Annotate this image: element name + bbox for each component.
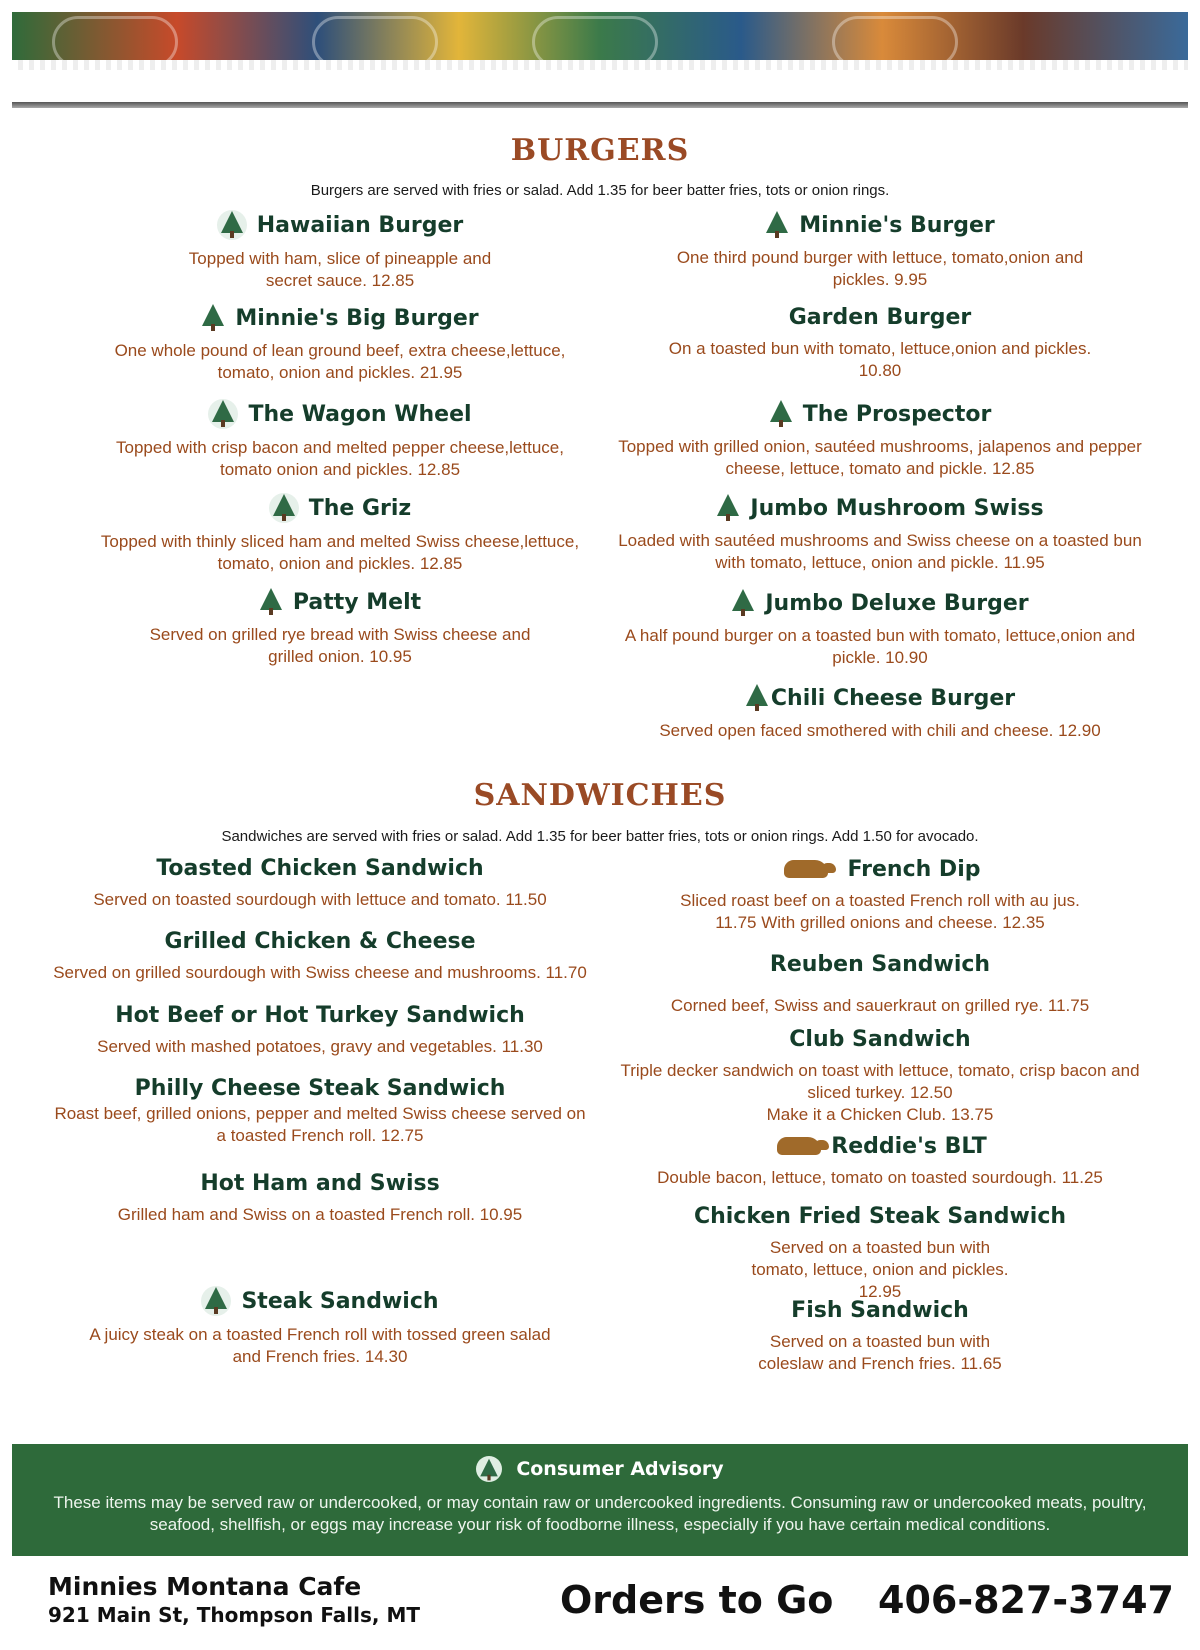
item-name: Hot Beef or Hot Turkey Sandwich <box>115 1003 525 1028</box>
burgers-note: Burgers are served with fries or salad. Add 1.35 for beer batter fries, tots or onion rings. <box>310 182 890 199</box>
item-name: French Dip <box>847 856 981 882</box>
tree-icon <box>765 211 789 239</box>
item-name: Fish Sandwich <box>791 1298 969 1323</box>
item-desc: Topped with grilled onion, sautéed mushrooms, jalapenos and pepper cheese, lettuce, tomato and pickle. 12.85 <box>618 437 1142 478</box>
menu-item-steak-sandwich <box>40 1286 600 1368</box>
item-name: Patty Melt <box>292 589 422 615</box>
item-name: Garden Burger <box>788 305 972 330</box>
menu-item-reuben-sandwich <box>610 952 1150 1017</box>
item-desc: One third pound burger with lettuce, tomato,onion and pickles. 9.95 <box>676 248 1084 289</box>
item-name: Hawaiian Burger <box>256 212 464 238</box>
bear-icon <box>780 856 838 882</box>
item-desc: Served on a toasted bun with coleslaw and French fries. 11.65 <box>758 1332 1002 1373</box>
item-desc: Loaded with sautéed mushrooms and Swiss cheese on a toasted bun with tomato, lettuce, onion and pickle. 11.95 <box>618 531 1142 572</box>
item-name: Reddie's BLT <box>831 1133 987 1159</box>
advisory-heading <box>12 1456 1188 1482</box>
item-desc: A half pound burger on a toasted bun with tomato, lettuce,onion and pickle. 10.90 <box>624 626 1136 667</box>
item-name: Chili Cheese Burger <box>770 685 1016 711</box>
item-desc: Topped with ham, slice of pineapple and secret sauce. 12.85 <box>188 249 492 290</box>
item-name: Minnie's Burger <box>799 212 995 238</box>
item-desc: Served open faced smothered with chili and cheese. 12.90 <box>659 721 1101 740</box>
header-rule <box>12 102 1188 108</box>
item-desc: Topped with crisp bacon and melted pepper cheese,lettuce, tomato onion and pickles. 12.85 <box>116 438 564 479</box>
menu-item-the-prospector <box>610 400 1150 480</box>
tree-icon <box>201 304 225 332</box>
item-desc: Served with mashed potatoes, gravy and vegetables. 11.30 <box>97 1037 543 1056</box>
menu-item-the-griz <box>60 493 620 575</box>
item-desc: Topped with thinly sliced ham and melted Swiss cheese,lettuce, tomato, onion and pickles. 12.85 <box>100 532 580 573</box>
tree-icon <box>731 589 755 617</box>
advisory-title: Consumer Advisory <box>516 1458 724 1480</box>
menu-item-club-sandwich <box>610 1027 1150 1126</box>
item-desc: Grilled ham and Swiss on a toasted French roll. 10.95 <box>117 1205 523 1224</box>
menu-item-hawaiian-burger <box>60 210 620 292</box>
menu-item-grilled-chicken-cheese <box>40 929 600 984</box>
item-desc: Served on toasted sourdough with lettuce and tomato. 11.50 <box>93 890 547 909</box>
item-desc: A juicy steak on a toasted French roll with tossed green salad and French fries. 14.30 <box>89 1325 551 1366</box>
item-desc: On a toasted bun with tomato, lettuce,onion and pickles. 10.80 <box>668 339 1092 380</box>
banner-torn-edge <box>12 60 1188 70</box>
menu-item-garden-burger <box>610 305 1150 382</box>
item-name: The Prospector <box>802 401 992 427</box>
phone-number[interactable]: 406-827-3747 <box>878 1578 1174 1622</box>
item-name: Minnie's Big Burger <box>235 305 479 331</box>
advisory-text: These items may be served raw or undercooked, or may contain raw or undercooked ingredients. Consuming raw or undercooked meats, poultry, seafood, shellfish, or eggs may increase your risk of foodborne illness, especially if you have certain medical conditions. <box>53 1493 1147 1534</box>
menu-item-toasted-chicken-sandwich <box>40 856 600 911</box>
menu-item-minnies-big-burger <box>60 304 620 384</box>
item-name: Philly Cheese Steak Sandwich <box>134 1076 506 1101</box>
bear-icon <box>773 1133 831 1159</box>
item-desc: Double bacon, lettuce, tomato on toasted sourdough. 11.25 <box>657 1168 1103 1187</box>
menu-item-minnies-burger <box>610 211 1150 291</box>
tree-icon <box>259 588 283 616</box>
item-desc: Served on grilled rye bread with Swiss cheese and grilled onion. 10.95 <box>149 625 531 666</box>
sandwiches-note: Sandwiches are served with fries or salad. Add 1.35 for beer batter fries, tots or onion rings. Add 1.50 for avocado. <box>221 828 979 845</box>
item-name: Chicken Fried Steak Sandwich <box>693 1204 1067 1229</box>
orders-to-go: Orders to Go <box>560 1578 834 1622</box>
item-name: The Griz <box>308 495 412 521</box>
tree-icon <box>217 210 247 240</box>
menu-item-philly-cheese-steak-sandwich <box>40 1076 600 1147</box>
tree-icon <box>208 399 238 429</box>
tree-icon <box>769 400 793 428</box>
menu-item-reddies-blt <box>610 1133 1150 1189</box>
burgers-title: BURGERS <box>510 133 690 168</box>
restaurant-name: Minnies Montana Cafe <box>48 1572 362 1601</box>
menu-item-patty-melt <box>60 588 620 668</box>
item-name: Club Sandwich <box>789 1027 971 1052</box>
menu-item-chicken-fried-steak-sandwich <box>610 1204 1150 1303</box>
item-name: Toasted Chicken Sandwich <box>156 856 484 881</box>
menu-item-hot-ham-and-swiss <box>40 1171 600 1226</box>
menu-item-jumbo-mushroom-swiss <box>610 494 1150 574</box>
item-name: Grilled Chicken & Cheese <box>164 929 476 954</box>
item-name: Steak Sandwich <box>241 1288 439 1314</box>
tree-icon <box>716 494 740 522</box>
tree-icon <box>476 1456 502 1482</box>
sandwiches-title: SANDWICHES <box>473 778 727 813</box>
item-name: The Wagon Wheel <box>248 401 472 427</box>
item-name: Jumbo Mushroom Swiss <box>750 495 1044 521</box>
item-desc-extra: Make it a Chicken Club. 13.75 <box>766 1105 994 1124</box>
item-desc: Served on a toasted bun with tomato, lettuce, onion and pickles. 12.95 <box>751 1238 1009 1301</box>
tree-icon <box>745 684 769 712</box>
menu-item-hot-beef-or-hot-turkey-sandwich <box>40 1003 600 1058</box>
item-desc: One whole pound of lean ground beef, extra cheese,lettuce, tomato, onion and pickles. 21.95 <box>114 341 566 382</box>
menu-item-the-wagon-wheel <box>60 399 620 481</box>
menu-item-chili-cheese-burger <box>610 684 1150 742</box>
item-name: Reuben Sandwich <box>769 952 991 977</box>
item-desc: Sliced roast beef on a toasted French roll with au jus. 11.75 With grilled onions and cheese. 12.35 <box>680 891 1080 932</box>
restaurant-address: 921 Main St, Thompson Falls, MT <box>48 1603 421 1627</box>
item-desc: Served on grilled sourdough with Swiss cheese and mushrooms. 11.70 <box>53 963 587 982</box>
menu-item-jumbo-deluxe-burger <box>610 589 1150 669</box>
decorative-banner <box>12 12 1188 70</box>
item-name: Hot Ham and Swiss <box>200 1171 440 1196</box>
item-desc: Roast beef, grilled onions, pepper and melted Swiss cheese served on a toasted French roll. 12.75 <box>54 1104 586 1145</box>
tree-icon <box>201 1286 231 1316</box>
menu-item-fish-sandwich <box>610 1298 1150 1375</box>
menu-item-french-dip <box>610 856 1150 934</box>
consumer-advisory-panel <box>12 1444 1188 1556</box>
item-desc: Corned beef, Swiss and sauerkraut on grilled rye. 11.75 <box>670 996 1090 1015</box>
tree-icon <box>269 493 299 523</box>
item-name: Jumbo Deluxe Burger <box>765 590 1029 616</box>
item-desc: Triple decker sandwich on toast with lettuce, tomato, crisp bacon and sliced turkey. 12.50 <box>620 1061 1140 1102</box>
